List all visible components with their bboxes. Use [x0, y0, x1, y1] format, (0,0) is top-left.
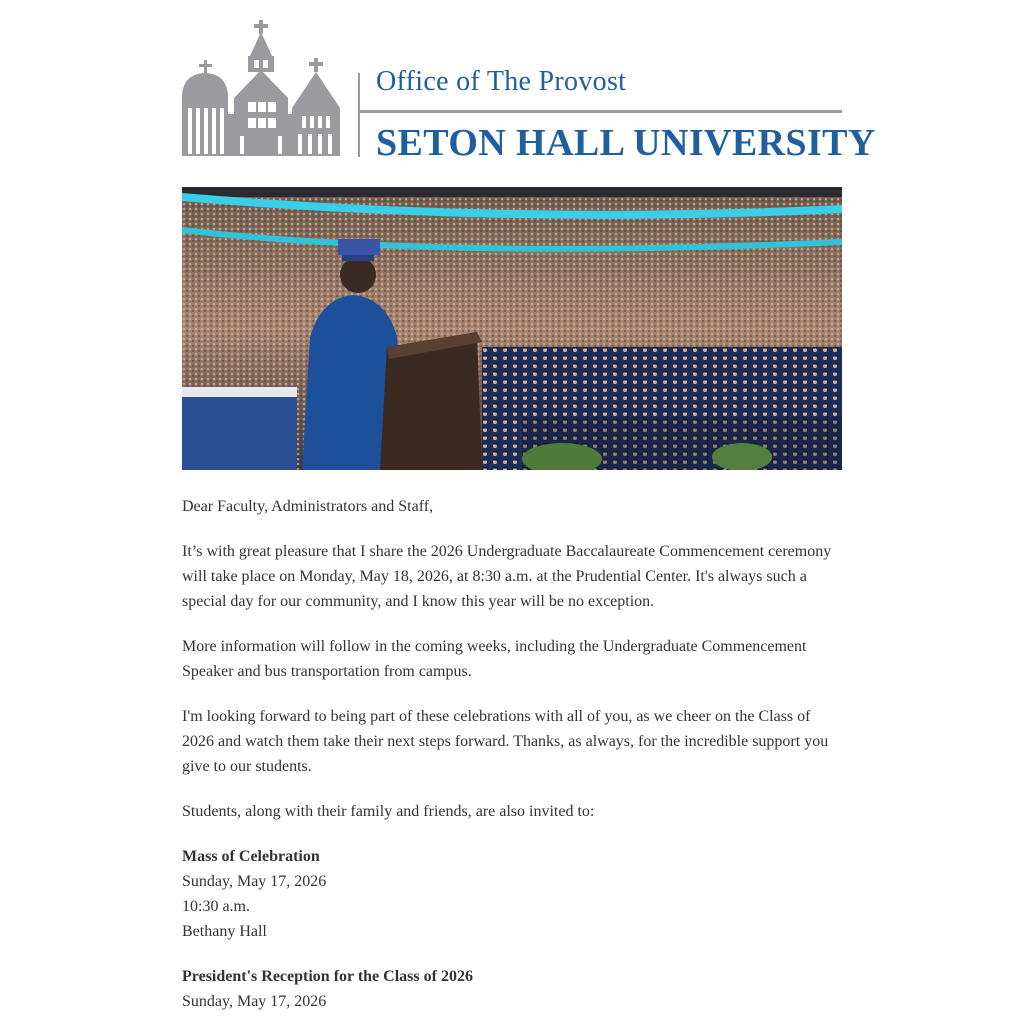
- logo-divider: [358, 73, 360, 157]
- commencement-photo: [182, 187, 842, 470]
- office-name: Office of The Provost: [376, 66, 627, 97]
- event-title: Mass of Celebration: [182, 848, 320, 865]
- event-title: President's Reception for the Class of 2026: [182, 968, 473, 985]
- paragraph-celebration: I'm looking forward to being part of these celebrations with all of you, as we cheer on the Class of 2026 and watch them take their next steps forward. Thanks, as always, for the incredible support you give to our students.: [182, 708, 829, 775]
- header-logo: [182, 0, 876, 186]
- event-place: Bethany Hall: [182, 923, 267, 940]
- event-mass: [182, 844, 842, 944]
- event-reception: [182, 964, 842, 1014]
- commencement-photo-icon: [182, 187, 842, 470]
- logo-rule: [360, 110, 842, 113]
- university-name: SETON HALL UNIVERSITY: [376, 122, 876, 164]
- email-container: [182, 0, 876, 1010]
- letter-body: [182, 494, 842, 1034]
- paragraph-invitation: Students, along with their family and friends, are also invited to:: [182, 803, 595, 820]
- paragraph-commencement-date: It’s with great pleasure that I share the 2026 Undergraduate Baccalaureate Commencement ceremony will take place on Monday, May 18, 2026, at 8:30 a.m. at the Prudential Center. It's always such a special day for our community, and I know this year will be no exception.: [182, 543, 832, 610]
- university-buildings-icon: [182, 18, 352, 158]
- event-time: 10:30 a.m.: [182, 898, 250, 915]
- event-date: Sunday, May 17, 2026: [182, 873, 327, 890]
- event-date: Sunday, May 17, 2026: [182, 993, 327, 1010]
- paragraph-more-info: More information will follow in the coming weeks, including the Undergraduate Commencement Speaker and bus transportation from campus.: [182, 638, 807, 680]
- salutation: Dear Faculty, Administrators and Staff,: [182, 498, 434, 515]
